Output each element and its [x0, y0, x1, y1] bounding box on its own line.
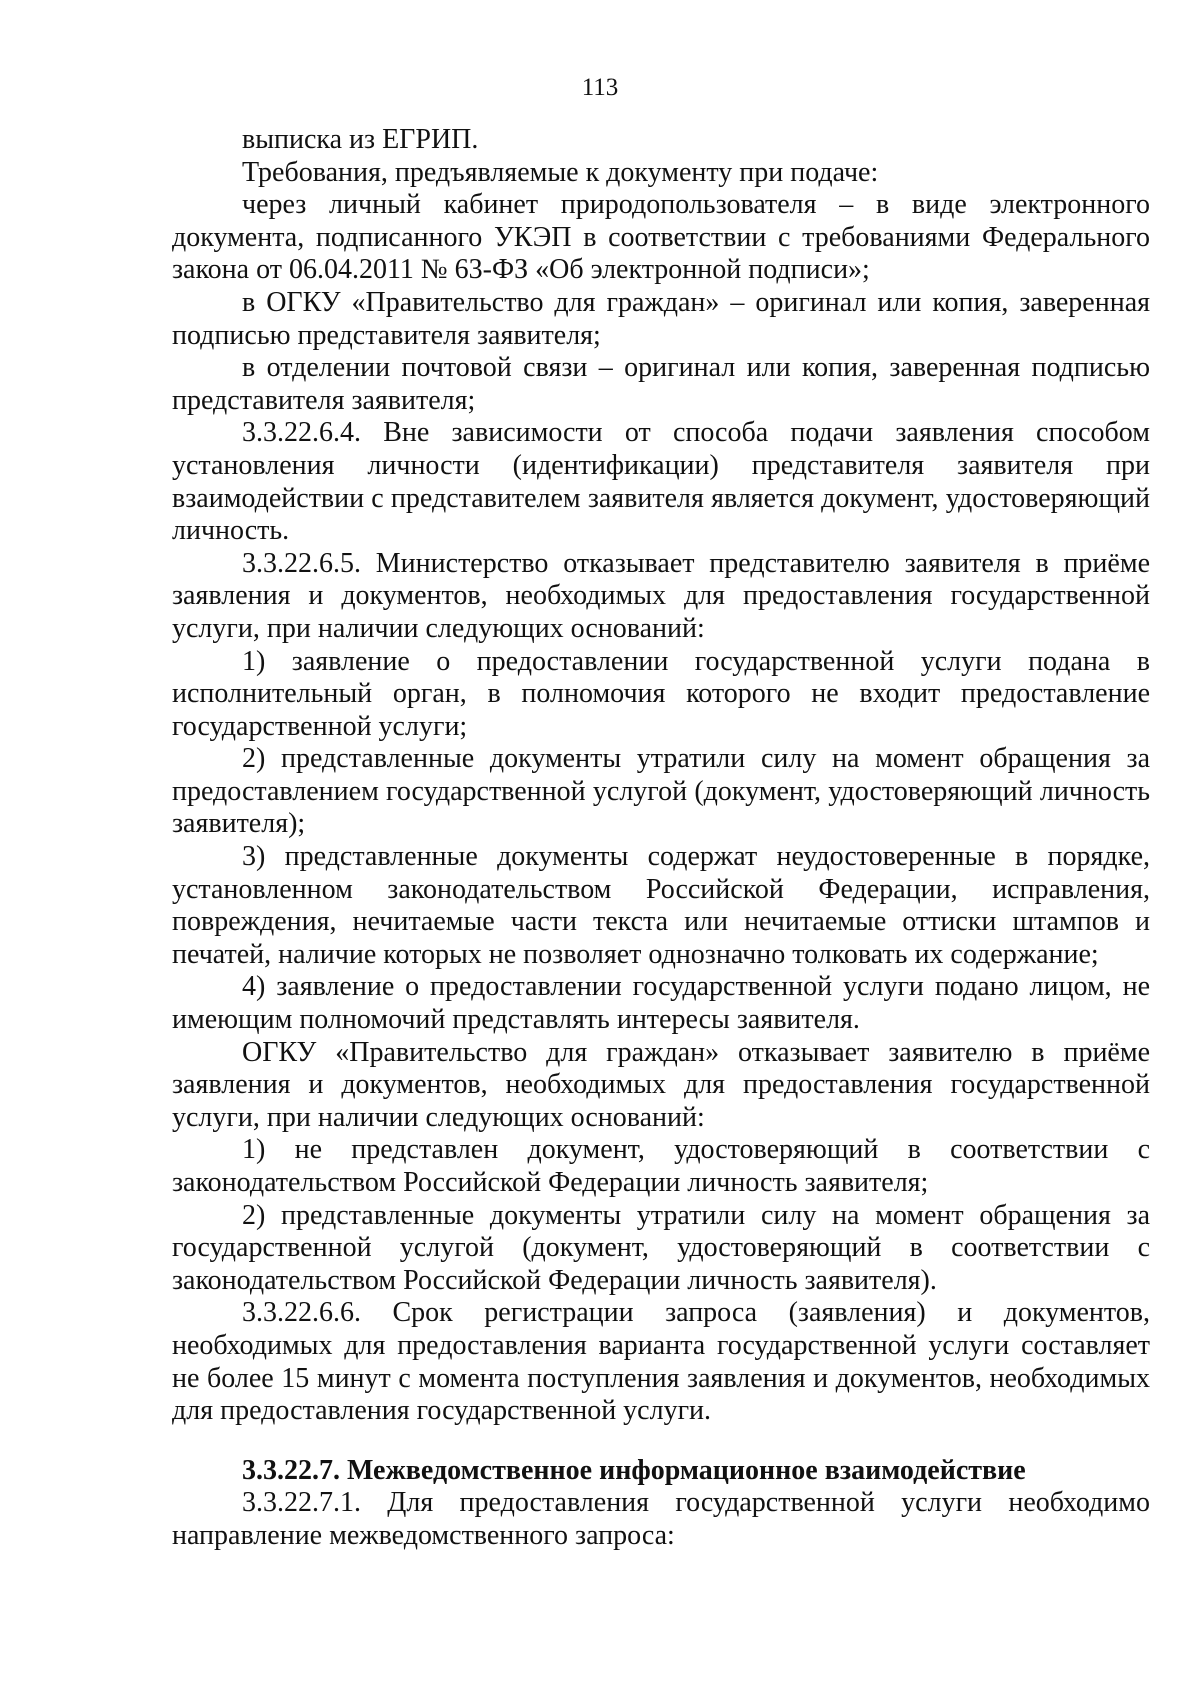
paragraph: Требования, предъявляемые к документу при подаче:	[242, 156, 879, 188]
paragraph: 3.3.22.6.6. Срок регистрации запроса (заявления) и документов, необходимых для предоставления варианта государственной услуги составляет не более 15 минут с момента поступления заявления и документов, необходимых для предоставления государственной услуги.	[172, 1297, 1150, 1427]
paragraph: 3.3.22.7.1. Для предоставления государственной услуги необходимо направление межведомственного запроса:	[172, 1487, 1150, 1551]
document-body	[172, 124, 1150, 1553]
paragraph: ОГКУ «Правительство для граждан» отказывает заявителю в приёме заявления и документов, необходимых для предоставления государственной услуги, при наличии следующих оснований:	[172, 1036, 1150, 1133]
paragraph: в ОГКУ «Правительство для граждан» – оригинал или копия, заверенная подписью представителя заявителя;	[172, 286, 1150, 351]
list-item: 3) представленные документы содержат неудостоверенные в порядке, установленном законодательством Российской Федерации, исправления, повреждения, нечитаемые части текста или нечитаемые оттиски штампов и печатей, наличие которых не позволяет однозначно толковать их содержание;	[172, 841, 1150, 970]
page-number: 113	[581, 74, 619, 101]
paragraph: 3.3.22.6.4. Вне зависимости от способа подачи заявления способом установления личности (идентификации) представителя заявителя при взаимодействии с представителем заявителя является документ, удостоверяющий личность.	[172, 417, 1150, 547]
list-item: 2) представленные документы утратили силу на момент обращения за предоставлением государственной услугой (документ, удостоверяющий личность заявителя);	[172, 743, 1150, 840]
list-item: 4) заявление о предоставлении государственной услуги подано лицом, не имеющим полномочий представлять интересы заявителя.	[172, 971, 1150, 1036]
section-heading: 3.3.22.7. Межведомственное информационное взаимодействие	[242, 1454, 1026, 1486]
list-item: 2) представленные документы утратили силу на момент обращения за государственной услугой (документ, удостоверяющий в соответствии с законодательством Российской Федерации личность заявителя).	[172, 1199, 1150, 1296]
paragraph: через личный кабинет природопользователя – в виде электронного документа, подписанного УКЭП в соответствии с требованиями Федерального закона от 06.04.2011 № 63-ФЗ «Об электронной подписи»;	[172, 189, 1150, 286]
paragraph: в отделении почтовой связи – оригинал или копия, заверенная подписью представителя заявителя;	[172, 352, 1150, 416]
list-item: 1) заявление о предоставлении государственной услуги подана в исполнительный орган, в полномочия которого не входит предоставление государственной услуги;	[172, 645, 1150, 742]
paragraph: 3.3.22.6.5. Министерство отказывает представителю заявителя в приёме заявления и документов, необходимых для предоставления государственной услуги, при наличии следующих оснований:	[172, 547, 1150, 644]
list-item: 1) не представлен документ, удостоверяющий в соответствии с законодательством Российской Федерации личность заявителя;	[172, 1134, 1150, 1198]
paragraph: выписка из ЕГРИП.	[242, 124, 479, 155]
